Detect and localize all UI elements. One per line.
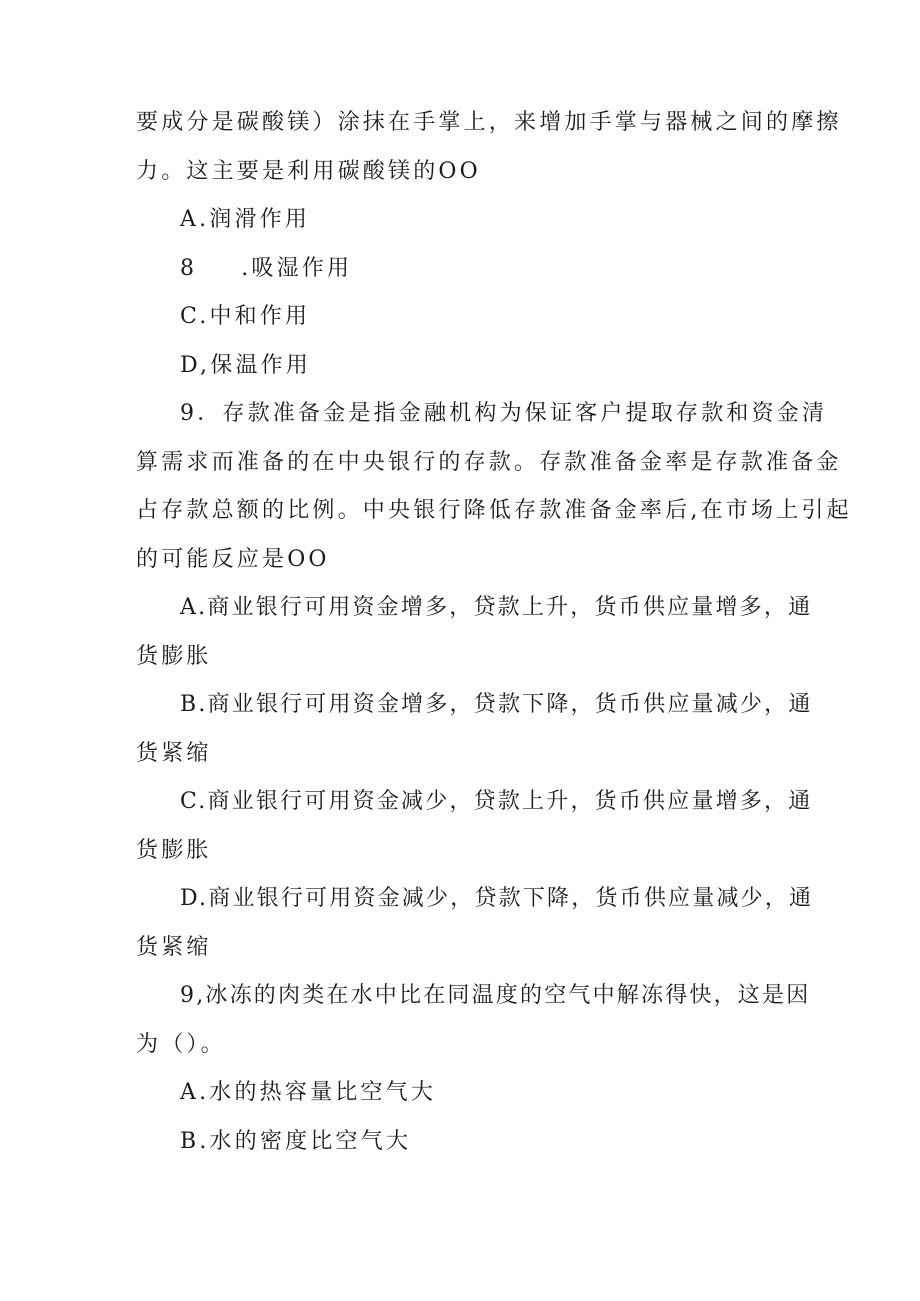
- q10-option-b: B.水的密度比空气大: [180, 1129, 412, 1154]
- q9-option-b-line-1: B.商业银行可用资金增多，贷款下降，货币供应量减少，通: [180, 692, 813, 717]
- q8-option-b: [180, 254, 352, 284]
- q9-option-b-line-2: 货紧缩: [136, 741, 212, 766]
- q9-stem-line-4: 的可能反应是OO: [136, 547, 330, 572]
- q9-stem-line-2: 算需求而准备的在中央银行的存款。存款准备金率是存款准备金: [136, 450, 842, 475]
- q10-stem-line-2: 为（）。: [136, 1032, 226, 1057]
- q9-option-a-line-1: A.商业银行可用资金增多，贷款上升，货币供应量增多，通: [180, 595, 813, 620]
- q9-option-d-line-2: 货紧缩: [136, 935, 212, 960]
- q9-option-c-line-1: C.商业银行可用资金减少，贷款上升，货币供应量增多，通: [180, 789, 813, 814]
- q8-stem-line-2: 力。这主要是利用碳酸镁的OO: [136, 159, 481, 184]
- q8-option-a: A.润滑作用: [180, 207, 311, 232]
- q8-option-c: C.中和作用: [180, 304, 311, 329]
- q9-option-a-line-2: 货膨胀: [136, 644, 212, 669]
- q9-stem-line-3: 占存款总额的比例。中央银行降低存款准备金率后,在市场上引起: [136, 498, 852, 523]
- q10-stem-line-1: 9,冰冻的肉类在水中比在同温度的空气中解冻得快，这是因: [180, 983, 811, 1008]
- q9-option-c-line-2: 货膨胀: [136, 838, 212, 863]
- q8-option-b-text: .吸湿作用: [241, 256, 353, 281]
- q8-option-d: D,保温作用: [180, 353, 312, 378]
- q8-stem-line-1: 要成分是碳酸镁）涂抹在手掌上，来增加手掌与器械之间的摩擦: [136, 110, 842, 135]
- q8-option-b-prefix: 8: [180, 256, 198, 281]
- q9-stem-line-1: 9．存款准备金是指金融机构为保证客户提取存款和资金清: [180, 401, 828, 426]
- q9-option-d-line-1: D.商业银行可用资金减少，贷款下降，货币供应量减少，通: [180, 886, 814, 911]
- q10-option-a: A.水的热容量比空气大: [180, 1080, 437, 1105]
